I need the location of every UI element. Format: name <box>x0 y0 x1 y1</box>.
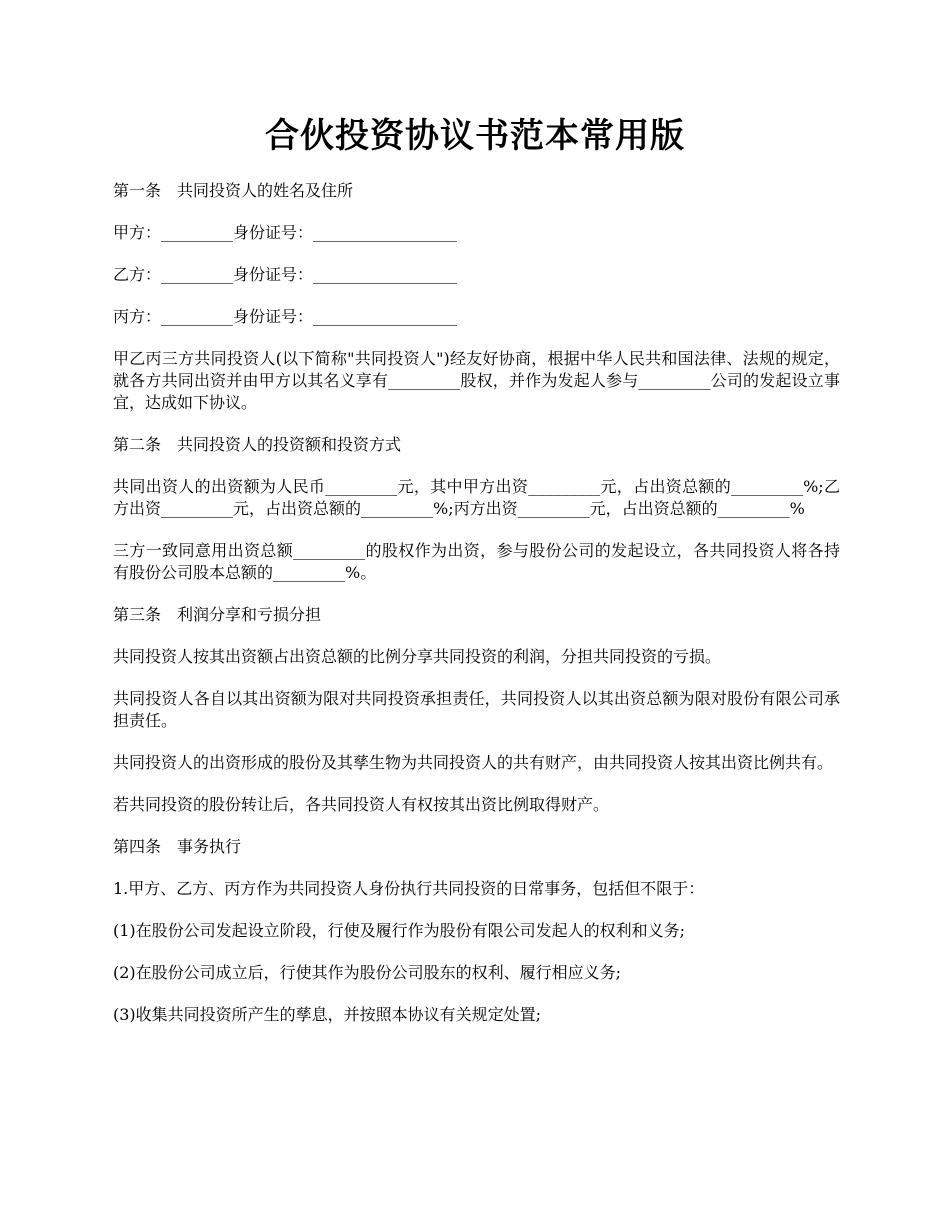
body-paragraph: 甲乙丙三方共同投资人(以下简称"共同投资人")经友好协商，根据中华人民共和国法律、法规的规定，就各方共同出资并由甲方以其名义享有_________股权，并作为发起人参与_________公司的发起设立事宜，达成如下协议。 <box>113 349 840 412</box>
party-b-line: 乙方：_________身份证号：__________________ <box>113 265 458 284</box>
body-paragraph: 共同投资人的出资形成的股份及其孳生物为共同投资人的共有财产，由共同投资人按其出资比例共有。 <box>113 753 834 772</box>
article-heading: 第二条 共同投资人的投资额和投资方式 <box>113 435 402 454</box>
document-title: 合伙投资协议书范本常用版 <box>265 116 685 156</box>
list-item: (2)在股份公司成立后，行使其作为股份公司股东的权利、履行相应义务; <box>113 963 622 982</box>
article-heading: 第四条 事务执行 <box>113 837 242 856</box>
body-paragraph: 共同投资人各自以其出资额为限对共同投资承担责任，共同投资人以其出资总额为限对股份有限公司承担责任。 <box>113 689 840 730</box>
document-body <box>113 180 840 1046</box>
body-paragraph: 共同出资人的出资额为人民币_________元，其中甲方出资_________元，占出资总额的_________%;乙方出资_________元，占出资总额的_________%;丙方出资_________元，占出资总额的_________% <box>113 477 840 518</box>
article-heading: 第一条 共同投资人的姓名及住所 <box>113 181 354 200</box>
body-paragraph: 共同投资人按其出资额占出资总额的比例分享共同投资的利润，分担共同投资的亏损。 <box>113 647 722 666</box>
party-c-line: 丙方：_________身份证号：__________________ <box>113 307 458 326</box>
list-item: (1)在股份公司发起设立阶段，行使及履行作为股份有限公司发起人的权利和义务; <box>113 921 686 940</box>
article-heading: 第三条 利润分享和亏损分担 <box>113 605 322 624</box>
party-a-line: 甲方：_________身份证号：__________________ <box>113 223 458 242</box>
body-paragraph: 若共同投资的股份转让后，各共同投资人有权按其出资比例取得财产。 <box>113 795 610 814</box>
list-item: (3)收集共同投资所产生的孳息，并按照本协议有关规定处置; <box>113 1005 542 1024</box>
body-paragraph: 1.甲方、乙方、丙方作为共同投资人身份执行共同投资的日常事务，包括但不限于： <box>113 879 705 898</box>
body-paragraph: 三方一致同意用出资总额_________的股权作为出资，参与股份公司的发起设立，各共同投资人将各持有股份公司股本总额的_________%。 <box>113 541 840 582</box>
